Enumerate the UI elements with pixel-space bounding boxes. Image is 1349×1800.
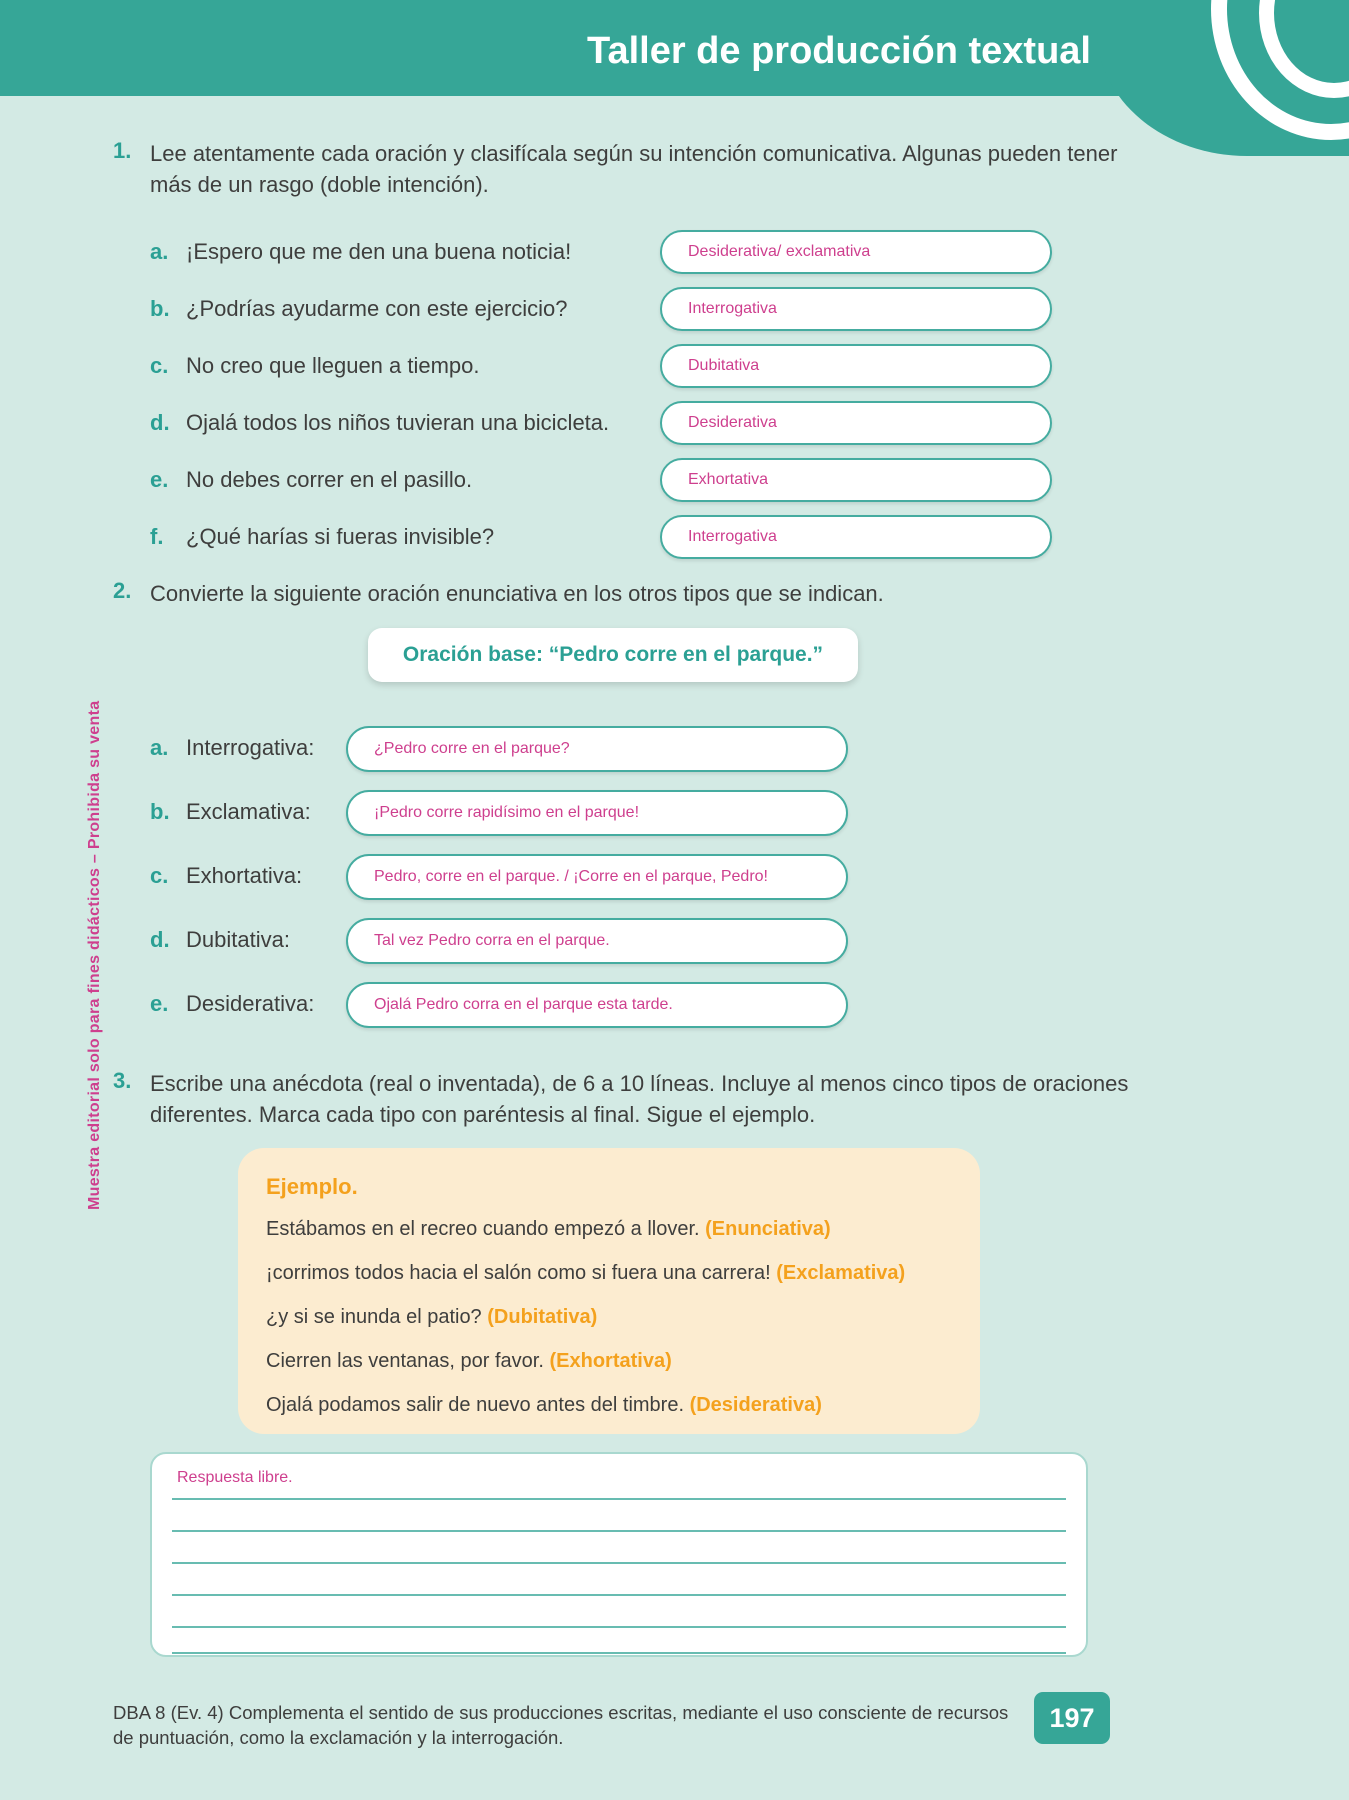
exercise-3-number: 3. [113, 1068, 132, 1093]
edition-watermark: Muestra editorial solo para fines didácticos – Prohibida su venta [86, 700, 103, 1210]
exercise1-item-d [150, 401, 1100, 445]
example-line [266, 1346, 980, 1376]
answer-box [660, 287, 1052, 331]
item-sentence: ¿Qué harías si fueras invisible? [186, 524, 495, 549]
example-line [266, 1214, 980, 1244]
exercise-2-number: 2. [113, 578, 132, 603]
example-sentence: ¿y si se inunda el patio? [266, 1306, 488, 1328]
example-type-tag: (Exhortativa) [549, 1350, 672, 1372]
ruled-line [172, 1562, 1066, 1564]
ruled-line [172, 1652, 1066, 1654]
example-sentence: Estábamos en el recreo cuando empezó a llover. [266, 1218, 706, 1240]
example-sentence: Cierren las ventanas, por favor. [266, 1350, 550, 1372]
item-type-label: Interrogativa: [186, 735, 315, 760]
answer-text: Desiderativa [688, 414, 777, 431]
answer-text: Desiderativa/ exclamativa [688, 243, 871, 260]
answer-box [660, 401, 1052, 445]
exercise-2-prompt: Convierte la siguiente oración enunciativa en los otros tipos que se indican. [150, 581, 884, 606]
example-line [266, 1258, 980, 1288]
item-letter: e. [150, 991, 169, 1016]
exercise-1-number: 1. [113, 138, 132, 163]
exercise2-item-d [150, 918, 1100, 962]
example-sentence: Ojalá podamos salir de nuevo antes del timbre. [266, 1394, 690, 1416]
example-type-tag: (Desiderativa) [689, 1394, 822, 1416]
header-corner-decoration [1097, 0, 1349, 156]
answer-box [346, 854, 848, 900]
item-letter: e. [150, 467, 169, 492]
item-letter: c. [150, 863, 169, 888]
item-sentence: Ojalá todos los niños tuvieran una bicicleta. [186, 410, 610, 435]
item-letter: a. [150, 735, 169, 760]
answer-box [660, 515, 1052, 559]
answer-box [346, 982, 848, 1028]
ruled-line [172, 1626, 1066, 1628]
answer-box [346, 726, 848, 772]
item-letter: b. [150, 296, 170, 321]
exercise1-item-b [150, 287, 1100, 331]
item-letter: f. [150, 524, 164, 549]
answer-box [346, 918, 848, 964]
item-sentence: No creo que lleguen a tiempo. [186, 353, 480, 378]
answer-text: Ojalá Pedro corra en el parque esta tarde. [374, 996, 673, 1013]
item-sentence: No debes correr en el pasillo. [186, 467, 473, 492]
item-sentence: ¿Podrías ayudarme con este ejercicio? [186, 296, 568, 321]
answer-text: Exhortativa [688, 471, 769, 488]
answer-box [660, 230, 1052, 274]
answer-text: Pedro, corre en el parque. / ¡Corre en el parque, Pedro! [374, 868, 768, 885]
answer-box [660, 344, 1052, 388]
answer-text: ¿Pedro corre en el parque? [374, 740, 570, 757]
item-letter: c. [150, 353, 169, 378]
exercise-1-prompt: Lee atentamente cada oración y clasifícala según su intención comunicativa. Algunas pueden tener más de un rasgo (doble intención). [150, 141, 1118, 197]
answer-text: Dubitativa [688, 357, 760, 374]
exercise2-item-e [150, 982, 1100, 1026]
example-box [238, 1148, 980, 1434]
ruled-line [172, 1530, 1066, 1532]
answer-box [660, 458, 1052, 502]
base-sentence-box [368, 628, 858, 682]
answer-text: ¡Pedro corre rapidísimo en el parque! [374, 804, 640, 821]
exercise1-item-f [150, 515, 1100, 559]
example-type-tag: (Exclamativa) [776, 1262, 906, 1284]
item-letter: b. [150, 799, 170, 824]
item-type-label: Dubitativa: [186, 927, 290, 952]
exercise-3-prompt: Escribe una anécdota (real o inventada), de 6 a 10 líneas. Incluye al menos cinco tipos de oraciones diferentes. Marca cada tipo con paréntesis al final. Sigue el ejemplo. [150, 1071, 1129, 1127]
exercise1-item-e [150, 458, 1100, 502]
answer-text: Interrogativa [688, 528, 777, 545]
page-number: 197 [1049, 1702, 1095, 1733]
example-sentence: ¡corrimos todos hacia el salón como si fuera una carrera! [266, 1262, 777, 1284]
free-answer-label: Respuesta libre. [177, 1469, 293, 1486]
dba-footer-text: DBA 8 (Ev. 4) Complementa el sentido de sus producciones escritas, mediante el uso consciente de recursos de puntuación, como la exclamación y la interrogación. [113, 1702, 1009, 1748]
exercise2-item-b [150, 790, 1100, 834]
ruled-line [172, 1594, 1066, 1596]
base-sentence-text: Oración base: “Pedro corre en el parque.” [402, 643, 824, 666]
example-title: Ejemplo. [266, 1174, 358, 1199]
item-letter: d. [150, 927, 170, 952]
item-type-label: Desiderativa: [186, 991, 315, 1016]
exercise2-item-c [150, 854, 1100, 898]
page-title: Taller de producción textual [587, 30, 1091, 72]
example-line [266, 1302, 980, 1332]
answer-box [346, 790, 848, 836]
example-type-tag: (Dubitativa) [487, 1306, 598, 1328]
example-type-tag: (Enunciativa) [705, 1218, 831, 1240]
page-number-badge [1034, 1692, 1110, 1744]
item-letter: a. [150, 239, 169, 264]
item-sentence: ¡Espero que me den una buena noticia! [186, 239, 572, 264]
answer-text: Tal vez Pedro corra en el parque. [374, 932, 610, 949]
exercise2-item-a [150, 726, 1100, 770]
ruled-line [172, 1498, 1066, 1500]
answer-text: Interrogativa [688, 300, 777, 317]
example-line [266, 1390, 980, 1420]
item-type-label: Exhortativa: [186, 863, 303, 888]
exercise1-item-c [150, 344, 1100, 388]
item-type-label: Exclamativa: [186, 799, 311, 824]
item-letter: d. [150, 410, 170, 435]
exercise1-item-a [150, 230, 1100, 274]
free-answer-box [150, 1452, 1088, 1657]
